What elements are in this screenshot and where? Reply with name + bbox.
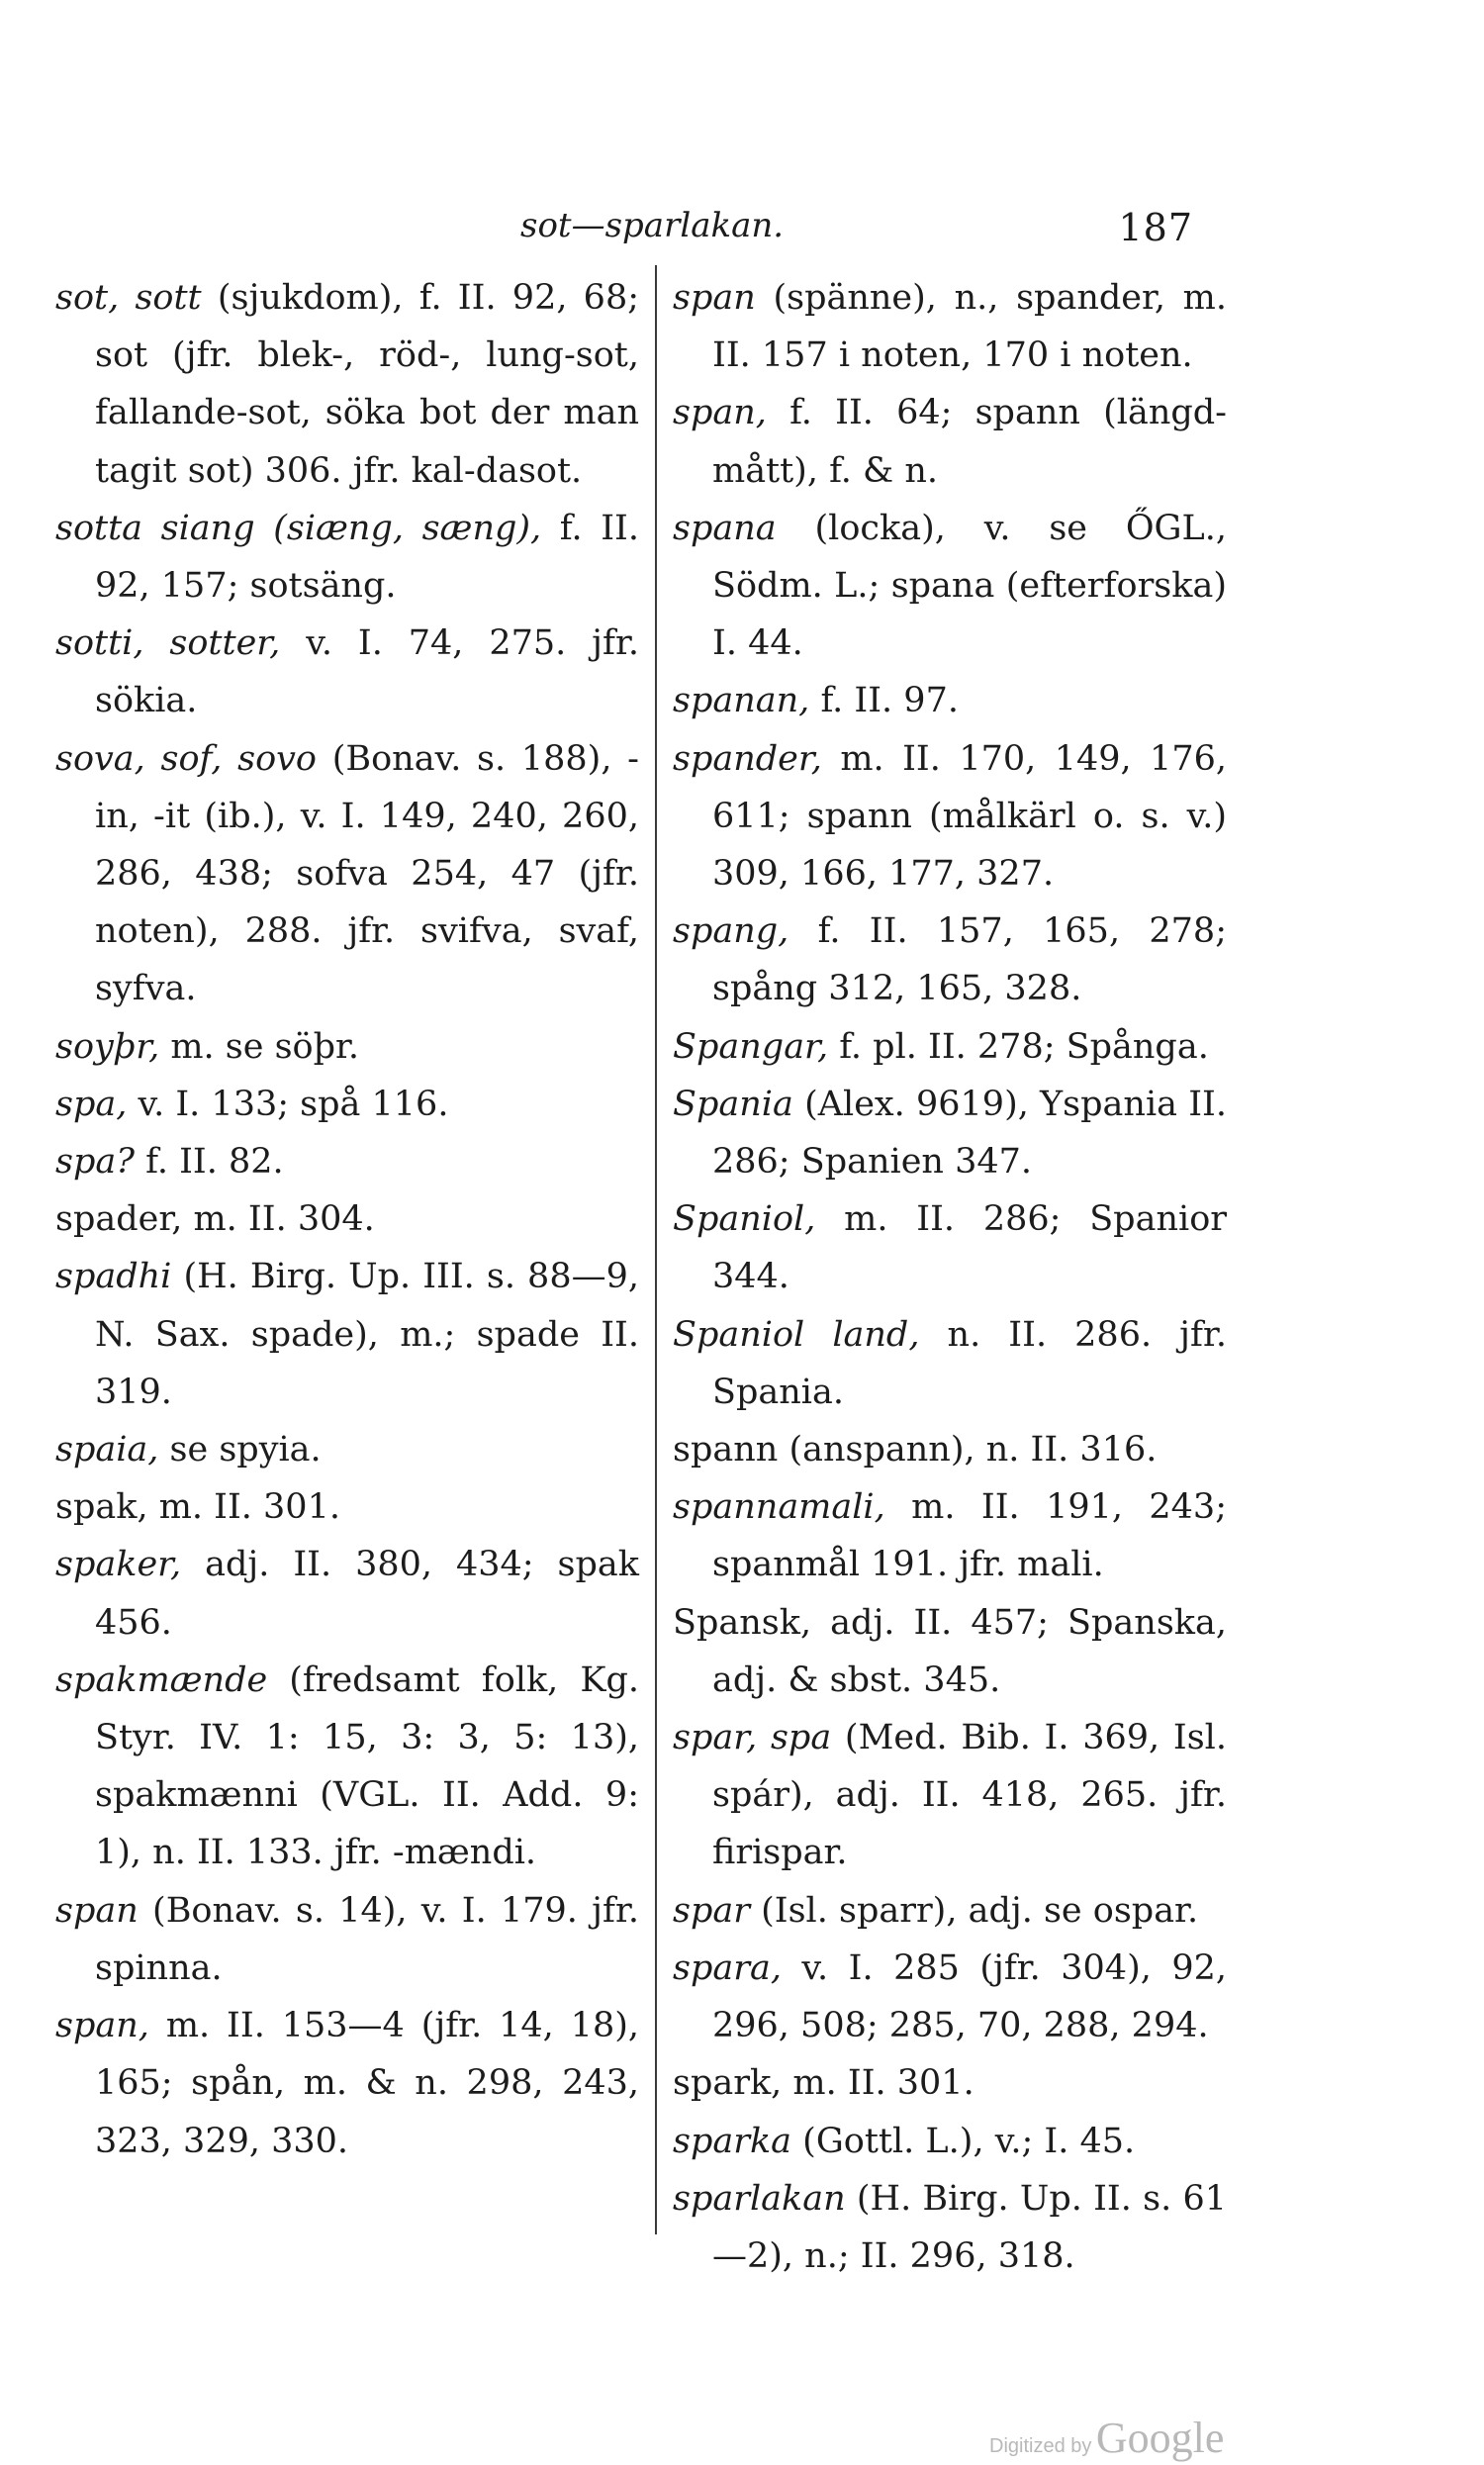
dictionary-entry <box>55 1997 639 2170</box>
entry-headword: spakmænde <box>55 1659 268 1700</box>
entry-text: (spänne), n., spander, m. II. 157 i noten, 170 i noten. <box>712 278 1227 376</box>
entry-headword: span <box>55 1890 139 1931</box>
entry-headword: span, <box>55 2006 149 2046</box>
entry-headword: sot, sott <box>55 278 202 318</box>
entry-text: m. se söþr. <box>159 1026 360 1067</box>
dictionary-entry <box>673 2054 1227 2112</box>
entry-headword: Spania <box>673 1084 793 1124</box>
entry-text: (H. Birg. Up. III. s. 88—9, N. Sax. spade), m.; spade II. 319. <box>95 1257 639 1412</box>
dictionary-entry <box>55 500 639 615</box>
entry-text: (H. Birg. Up. II. s. 61—2), n.; II. 296, 318. <box>712 2178 1227 2276</box>
dictionary-entry <box>55 1882 639 1997</box>
dictionary-entry <box>673 1018 1227 1076</box>
dictionary-entry <box>55 730 639 1018</box>
dictionary-entry <box>673 2170 1227 2285</box>
entry-text: spann (anspann), n. II. 316. <box>673 1430 1158 1470</box>
dictionary-entry <box>673 500 1227 673</box>
entry-text: f. II. 92, 157; sotsäng. <box>95 508 639 607</box>
dictionary-entry <box>673 730 1227 903</box>
entry-text: m. II. 191, 243; spanmål 191. jfr. mali. <box>712 1487 1227 1585</box>
dictionary-entry <box>673 1940 1227 2054</box>
dictionary-entry <box>673 269 1227 384</box>
entry-text: spark, m. II. 301. <box>673 2063 974 2104</box>
entry-headword: spanan, <box>673 681 810 721</box>
entry-headword: Spangar, <box>673 1026 829 1067</box>
entry-headword: sotta siang (siæng, sæng), <box>55 508 542 548</box>
column-divider <box>655 265 657 2234</box>
entry-text: Spansk, adj. II. 457; Spanska, adj. & sbst. 345. <box>673 1602 1227 1700</box>
entry-text: f. II. 64; spann (längd-mått), f. & n. <box>712 393 1227 491</box>
entry-text: m. II. 286; Spanior 344. <box>712 1199 1227 1297</box>
entry-text: m. II. 170, 149, 176, 611; spann (målkärl o. s. v.) 309, 166, 177, 327. <box>712 738 1227 895</box>
entry-headword: spa, <box>55 1084 128 1124</box>
entry-text: (sjukdom), f. II. 92, 68; sot (jfr. blek-, röd-, lung-sot, fallande-sot, söka bot der man tagit sot) 306. jfr. kal-dasot. <box>95 278 640 491</box>
entry-headword: sparlakan <box>673 2178 846 2219</box>
entry-headword: Spaniol land, <box>673 1314 920 1355</box>
entry-headword: spaker, <box>55 1545 182 1585</box>
entry-text: (Med. Bib. I. 369, Isl. spár), adj. II. 418, 265. jfr. firispar. <box>712 1718 1227 1873</box>
entry-headword: sparka <box>673 2121 792 2161</box>
digitized-by-text: Digitized by <box>989 2435 1092 2457</box>
dictionary-entry <box>673 902 1227 1017</box>
dictionary-entry <box>55 1133 639 1190</box>
dictionary-entry <box>673 1306 1227 1421</box>
entry-text: (Bonav. s. 14), v. I. 179. jfr. spinna. <box>95 1890 639 1988</box>
entry-headword: spang, <box>673 911 789 952</box>
dictionary-entry <box>55 1536 639 1651</box>
entry-headword: span <box>673 278 756 318</box>
entry-text: f. II. 97. <box>809 681 959 721</box>
entry-text: (Alex. 9619), Yspania II. 286; Spanien 347. <box>712 1084 1227 1183</box>
dictionary-entry <box>673 384 1227 499</box>
dictionary-entry <box>55 1248 639 1421</box>
entry-text: v. I. 133; spå 116. <box>127 1084 449 1124</box>
entry-headword: sotti, sotter, <box>55 623 281 664</box>
entry-text: adj. II. 380, 434; spak 456. <box>95 1545 639 1643</box>
entry-headword: spana <box>673 508 777 548</box>
entry-headword: spar <box>673 1890 750 1931</box>
entry-text: (Bonav. s. 188), -in, -it (ib.), v. I. 149, 240, 260, 286, 438; sofva 254, 47 (jfr. noten), 288. jfr. svifva, svaf, syfva. <box>95 738 639 1009</box>
dictionary-entry <box>673 672 1227 729</box>
dictionary-entry <box>673 1594 1227 1709</box>
right-column <box>673 269 1227 2285</box>
dictionary-entry <box>673 1882 1227 1940</box>
left-column <box>55 269 639 2170</box>
dictionary-entry <box>55 1190 639 1248</box>
entry-text: spak, m. II. 301. <box>55 1487 340 1528</box>
running-title: sot—sparlakan. <box>520 206 785 245</box>
entry-text: v. I. 285 (jfr. 304), 92, 296, 508; 285, 70, 288, 294. <box>712 1947 1227 2046</box>
dictionary-entry <box>673 1076 1227 1190</box>
dictionary-entry <box>673 1478 1227 1593</box>
running-header <box>55 206 1193 255</box>
entry-headword: spara, <box>673 1947 782 1988</box>
google-logo-text: Google <box>1095 2414 1225 2462</box>
entry-text: f. II. 157, 165, 278; spång 312, 165, 328. <box>712 911 1227 1009</box>
entry-text: (Isl. sparr), adj. se ospar. <box>749 1890 1199 1931</box>
entry-text: f. II. 82. <box>135 1142 284 1183</box>
entry-headword: spannamali, <box>673 1487 885 1528</box>
entry-headword: spander, <box>673 738 822 779</box>
entry-headword: sova, sof, sovo <box>55 738 317 779</box>
page-number: 187 <box>1118 206 1193 249</box>
entry-headword: spar, spa <box>673 1718 832 1758</box>
dictionary-entry <box>55 1076 639 1133</box>
dictionary-entry <box>55 615 639 729</box>
dictionary-entry <box>673 1709 1227 1882</box>
entry-text: m. II. 153—4 (jfr. 14, 18), 165; spån, m. & n. 298, 243, 323, 329, 330. <box>95 2006 639 2161</box>
google-watermark <box>989 2413 1224 2463</box>
entry-text: n. II. 286. jfr. Spania. <box>712 1314 1227 1412</box>
entry-text: spader, m. II. 304. <box>55 1199 375 1240</box>
entry-headword: span, <box>673 393 767 433</box>
entry-text: (Gottl. L.), v.; I. 45. <box>791 2121 1136 2161</box>
dictionary-entry <box>673 2113 1227 2170</box>
entry-text: v. I. 74, 275. jfr. sökia. <box>95 623 640 721</box>
entry-text: (locka), v. se ŐGL., Södm. L.; spana (efterforska) I. 44. <box>712 508 1227 664</box>
entry-headword: soyþr, <box>55 1026 160 1067</box>
dictionary-entry <box>673 1421 1227 1478</box>
dictionary-entry <box>673 1190 1227 1305</box>
entry-text: (fredsamt folk, Kg. Styr. IV. 1: 15, 3: 3, 5: 13), spakmænni (VGL. II. Add. 9: 1), n. II. 133. jfr. -mændi. <box>95 1659 639 1873</box>
dictionary-entry <box>55 1421 639 1478</box>
entry-headword: spadhi <box>55 1257 172 1297</box>
entry-headword: spa? <box>55 1142 135 1183</box>
dictionary-entry <box>55 1478 639 1536</box>
dictionary-entry <box>55 269 639 500</box>
entry-text: f. pl. II. 278; Spånga. <box>828 1026 1209 1067</box>
entry-headword: spaia, <box>55 1430 159 1470</box>
dictionary-entry <box>55 1652 639 1882</box>
entry-text: se spyia. <box>158 1430 322 1470</box>
entry-headword: Spaniol, <box>673 1199 816 1240</box>
dictionary-entry <box>55 1018 639 1076</box>
